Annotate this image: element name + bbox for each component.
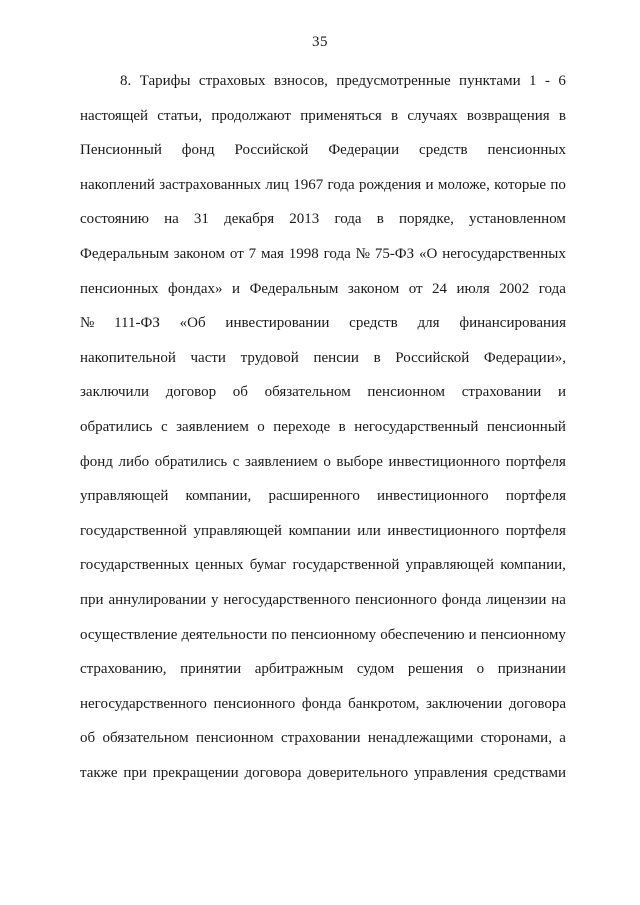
text-word: заключении xyxy=(425,695,503,712)
text-word: обратились xyxy=(80,418,153,435)
text-word: средствами xyxy=(493,764,566,781)
text-word: года xyxy=(323,245,351,262)
text-word: Тарифы xyxy=(139,73,191,89)
text-word: 2013 xyxy=(289,211,320,228)
text-line xyxy=(80,756,566,791)
text-word: состоянию xyxy=(80,211,149,228)
text-word: в xyxy=(376,211,384,228)
text-word: договор xyxy=(165,384,217,401)
text-word: которые xyxy=(494,176,547,193)
text-word: настоящей xyxy=(80,107,149,124)
text-word: - xyxy=(544,73,550,89)
text-word: негосударственный xyxy=(354,418,479,435)
text-word: при xyxy=(123,764,147,781)
text-word: о xyxy=(323,453,331,470)
text-word: страховании xyxy=(461,384,542,401)
text-word: статьи, xyxy=(157,107,203,124)
text-word: Пенсионный xyxy=(80,142,162,159)
text-word: выборе xyxy=(336,453,383,470)
text-word: июля xyxy=(456,280,490,297)
text-word: декабря xyxy=(224,211,275,228)
text-word: а xyxy=(559,730,566,747)
text-line xyxy=(80,479,566,514)
text-word: с xyxy=(160,418,168,435)
text-word: либо xyxy=(118,453,150,470)
text-word: пенсионном xyxy=(195,730,274,747)
text-word: от xyxy=(408,280,423,297)
text-word: портфеля xyxy=(505,522,566,539)
text-word: пенсионных xyxy=(80,280,159,297)
text-word: Российской xyxy=(234,142,309,159)
text-line xyxy=(80,237,566,272)
text-word: 1967 xyxy=(293,176,324,193)
text-word: по xyxy=(550,176,566,193)
text-word: в xyxy=(373,349,381,366)
text-word: заявлением xyxy=(176,418,249,435)
text-word: и xyxy=(557,384,566,401)
text-line xyxy=(80,375,566,410)
text-word: о xyxy=(257,418,265,435)
text-word: Федерации xyxy=(328,142,400,159)
text-word: обратились xyxy=(154,453,228,470)
text-word: на xyxy=(551,591,566,608)
text-word: № xyxy=(80,315,95,332)
text-word: 31 xyxy=(193,211,209,228)
text-line xyxy=(80,652,566,687)
text-word: заявлением xyxy=(245,453,318,470)
text-word: негосударственного xyxy=(80,695,207,712)
text-word: применяться xyxy=(300,107,382,124)
text-word: средств xyxy=(349,315,398,332)
text-word: страховых xyxy=(198,73,266,89)
text-word: 7 xyxy=(248,245,257,262)
text-word: страхованию, xyxy=(80,661,167,678)
text-word: в xyxy=(338,418,346,435)
text-word: также xyxy=(80,764,118,781)
text-word: года xyxy=(334,211,362,228)
text-word: обеспечению xyxy=(380,626,465,643)
text-word: фонд xyxy=(181,142,215,159)
text-word: аннулировании xyxy=(108,591,207,608)
text-word: фондах» xyxy=(168,280,223,297)
text-line xyxy=(80,64,566,99)
text-word: обязательном xyxy=(102,730,189,747)
text-word: при xyxy=(80,591,104,608)
text-word: и xyxy=(232,280,241,297)
text-line xyxy=(80,583,566,618)
text-word: пенсионному xyxy=(290,626,377,643)
text-word: принятии xyxy=(180,661,242,678)
text-word: доверительного xyxy=(307,764,409,781)
text-word: признании xyxy=(497,661,566,678)
text-word: в xyxy=(558,107,566,124)
text-word: судом xyxy=(356,661,395,678)
text-word: продолжают xyxy=(211,107,291,124)
text-line xyxy=(80,548,566,583)
text-word: № xyxy=(355,245,370,262)
text-word: 1998 xyxy=(288,245,319,262)
text-word: об xyxy=(232,384,248,401)
text-word: бумаг xyxy=(249,557,287,574)
text-word: о xyxy=(476,661,485,678)
text-word: инвестировании xyxy=(225,315,330,332)
text-word: 8. xyxy=(120,73,132,89)
text-word: установленном xyxy=(469,211,566,228)
text-word: негосударственных xyxy=(442,245,566,262)
text-word: компании, xyxy=(185,488,252,505)
text-word: финансирования xyxy=(459,315,566,332)
text-word: пенсионному xyxy=(480,626,566,643)
text-word: инвестиционного xyxy=(388,453,501,470)
text-word: 111-ФЗ xyxy=(114,315,160,332)
text-word: инвестиционного xyxy=(387,522,500,539)
text-word: мая xyxy=(260,245,284,262)
text-word: взносов, xyxy=(274,73,328,89)
page-number: 35 xyxy=(312,34,328,50)
document-body xyxy=(80,64,566,790)
text-word: по xyxy=(271,626,287,643)
text-word: Федеральным xyxy=(249,280,339,297)
text-word: осуществление xyxy=(80,626,178,643)
text-line xyxy=(80,721,566,756)
text-word: накоплений xyxy=(80,176,155,193)
text-word: фонда xyxy=(441,591,482,608)
text-word: рождения xyxy=(358,176,422,193)
text-line xyxy=(80,306,566,341)
text-word: пенсионный xyxy=(486,418,566,435)
text-word: заключили xyxy=(80,384,150,401)
text-word: случаях xyxy=(407,107,458,124)
text-word: сторонами, xyxy=(480,730,552,747)
text-word: на xyxy=(164,211,179,228)
text-word: ненадлежащими xyxy=(367,730,474,747)
text-line xyxy=(80,445,566,480)
text-word: пенсионного xyxy=(213,695,296,712)
text-line xyxy=(80,618,566,653)
text-word: 1 xyxy=(529,73,537,89)
text-word: лиц xyxy=(265,176,289,193)
text-word: деятельности xyxy=(181,626,268,643)
text-line xyxy=(80,168,566,203)
text-word: договора xyxy=(244,764,302,781)
text-word: от xyxy=(229,245,244,262)
text-word: обязательном xyxy=(264,384,351,401)
text-word: арбитражным xyxy=(254,661,344,678)
text-word: части xyxy=(190,349,226,366)
text-word: об xyxy=(80,730,96,747)
text-word: договора xyxy=(508,695,566,712)
text-word: и xyxy=(468,626,477,643)
text-word: государственной xyxy=(80,522,187,539)
text-line xyxy=(80,133,566,168)
text-word: пунктами xyxy=(459,73,521,89)
text-line xyxy=(80,272,566,307)
text-word: управляющей xyxy=(80,488,169,505)
text-word: застрахованных xyxy=(159,176,262,193)
text-word: портфеля xyxy=(505,488,566,505)
text-word: управляющей xyxy=(193,522,282,539)
text-line xyxy=(80,99,566,134)
text-word: фонд xyxy=(80,453,113,470)
text-word: года xyxy=(327,176,355,193)
text-word: Российской xyxy=(395,349,470,366)
text-word: «Об xyxy=(179,315,206,332)
text-word: пенсионных xyxy=(487,142,566,159)
text-word: для xyxy=(417,315,440,332)
text-word: в xyxy=(391,107,399,124)
text-word: 75-ФЗ xyxy=(374,245,415,262)
text-line xyxy=(80,687,566,722)
text-word: с xyxy=(232,453,240,470)
text-word: государственных xyxy=(80,557,189,574)
text-word: инвестиционного xyxy=(376,488,489,505)
text-word: негосударственного xyxy=(223,591,351,608)
text-word: ценных xyxy=(195,557,244,574)
text-word: пенсии xyxy=(313,349,359,366)
text-word: у xyxy=(211,591,219,608)
text-word: «О xyxy=(419,245,438,262)
text-word: накопительной xyxy=(80,349,176,366)
text-word: средств xyxy=(419,142,468,159)
text-word: и xyxy=(425,176,434,193)
text-word: Федерации», xyxy=(483,349,566,366)
text-word: портфеля xyxy=(505,453,566,470)
text-word: пенсионном xyxy=(367,384,446,401)
text-line xyxy=(80,341,566,376)
text-word: Федеральным xyxy=(80,245,169,262)
text-word: возвращения xyxy=(466,107,550,124)
text-word: 6 xyxy=(558,73,566,89)
text-word: года xyxy=(538,280,566,297)
text-word: банкротом, xyxy=(348,695,420,712)
text-word: компании, xyxy=(500,557,566,574)
text-word: порядке, xyxy=(398,211,454,228)
text-word: предусмотренные xyxy=(336,73,451,89)
text-word: компании xyxy=(288,522,351,539)
text-word: лицензии xyxy=(486,591,547,608)
text-word: управляющей xyxy=(405,557,494,574)
text-word: решения xyxy=(407,661,464,678)
text-word: законом xyxy=(347,280,400,297)
text-word: 24 xyxy=(432,280,448,297)
text-word: законом xyxy=(173,245,226,262)
text-word: управления xyxy=(413,764,488,781)
text-word: прекращении xyxy=(152,764,239,781)
text-word: переходе xyxy=(273,418,331,435)
text-word: расширенного xyxy=(268,488,360,505)
text-word: или xyxy=(357,522,381,539)
text-word: пенсионного xyxy=(355,591,437,608)
text-word: трудовой xyxy=(240,349,299,366)
text-line xyxy=(80,410,566,445)
text-word: государственной xyxy=(292,557,400,574)
text-word: страховании xyxy=(280,730,361,747)
text-line xyxy=(80,202,566,237)
text-word: фонда xyxy=(301,695,342,712)
text-line xyxy=(80,514,566,549)
text-word: 2002 xyxy=(499,280,530,297)
text-word: моложе, xyxy=(437,176,490,193)
